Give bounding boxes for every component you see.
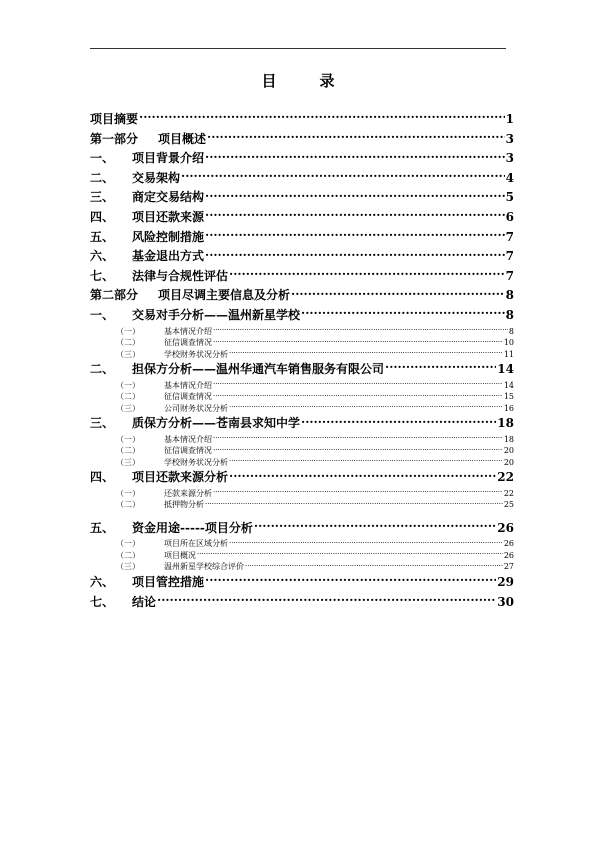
toc-entry-text: 交易对手分析——温州新星学校 (132, 307, 301, 322)
dot-leader (229, 538, 503, 546)
toc-subentry[interactable] (90, 550, 514, 562)
dot-leader (205, 248, 505, 260)
toc-entry-text: 征信调查情况 (164, 392, 212, 402)
toc-entry[interactable] (90, 573, 514, 593)
toc-entry-page: 18 (497, 416, 514, 431)
toc-entry[interactable] (90, 188, 514, 208)
header-rule (90, 48, 506, 49)
toc-entry-number: （一） (116, 539, 140, 549)
dot-leader (205, 209, 505, 221)
toc-subentry[interactable] (90, 434, 514, 446)
toc-entry-page: 16 (503, 403, 514, 413)
dot-leader (213, 434, 503, 442)
toc-entry-text: 法律与合规性评估 (132, 268, 229, 283)
toc-entry-number: 六、 (90, 249, 115, 264)
toc-entry-text: 抵押物分析 (164, 500, 204, 510)
toc-entry-page: 27 (503, 562, 514, 572)
toc-entry[interactable] (90, 593, 514, 613)
toc-entry-page: 8 (505, 288, 514, 303)
toc-entry-text: 项目概况 (164, 550, 196, 560)
toc-entry-text: 温州新星学校综合评价 (164, 562, 244, 572)
dot-leader (205, 499, 503, 507)
toc-entry-number: 四、 (90, 470, 115, 485)
toc-entry-page: 14 (503, 380, 514, 390)
toc-subentry[interactable] (90, 561, 514, 573)
toc-entry-page: 3 (505, 151, 514, 166)
toc-entry-number: （二） (116, 446, 140, 456)
toc-entry-text: 征信调查情况 (164, 338, 212, 348)
dot-leader (205, 189, 505, 201)
toc-entry-number: 二、 (90, 170, 115, 185)
dot-leader (213, 445, 503, 453)
dot-leader (229, 268, 505, 280)
dot-leader (213, 488, 503, 496)
toc-entry-page: 18 (503, 434, 514, 444)
toc-entry-page: 22 (503, 488, 514, 498)
toc-entry-number: （二） (116, 338, 140, 348)
dot-leader (205, 229, 505, 241)
toc-entry[interactable] (90, 468, 514, 488)
toc-entry-page: 15 (503, 392, 514, 402)
dot-leader (245, 561, 503, 569)
toc-entry-page: 26 (497, 520, 514, 535)
dot-leader (205, 150, 505, 162)
toc-entry-page: 25 (503, 500, 514, 510)
toc-subentry[interactable] (90, 457, 514, 469)
toc-entry-number: 三、 (90, 190, 115, 205)
toc-entry-page: 1 (505, 112, 514, 126)
toc-entry-number: （三） (116, 403, 140, 413)
dot-leader (229, 469, 496, 481)
toc-entry[interactable] (90, 110, 514, 130)
toc-entry-text: 基本情况介绍 (164, 326, 212, 336)
toc-entry-text: 交易架构 (132, 170, 181, 185)
toc-entry-number: 二、 (90, 362, 115, 377)
toc-entry-text: 项目管控措施 (132, 574, 205, 589)
toc-entry[interactable] (90, 208, 514, 228)
toc-entry-text: 项目还款来源分析 (132, 470, 229, 485)
toc-entry-number: （二） (116, 550, 140, 560)
toc-entry-page: 14 (497, 362, 514, 377)
dot-leader (291, 287, 505, 299)
toc-entry-page: 29 (497, 574, 514, 589)
toc-entry-page: 8 (505, 307, 514, 322)
toc-entry-number: 第一部分 (90, 131, 139, 146)
toc-entry[interactable] (90, 149, 514, 169)
toc-entry-number: 七、 (90, 594, 115, 609)
toc-entry[interactable] (90, 286, 514, 306)
toc-entry-text: 资金用途-----项目分析 (132, 520, 253, 535)
toc-entry-number: （一） (116, 434, 140, 444)
toc-entry-page: 7 (505, 268, 514, 283)
toc-entry-number: （二） (116, 500, 140, 510)
dot-leader (213, 326, 508, 334)
toc-entry-page: 26 (503, 550, 514, 560)
toc-entry[interactable] (90, 414, 514, 434)
toc-entry[interactable] (90, 267, 514, 287)
toc-entry-page: 10 (503, 338, 514, 348)
toc-entry[interactable] (90, 247, 514, 267)
dot-leader (181, 170, 505, 182)
toc-entry-text: 质保方分析——苍南县求知中学 (132, 416, 301, 431)
toc-entry-number: 五、 (90, 520, 115, 535)
toc-entry-page: 22 (497, 470, 514, 485)
toc-entry-text: 还款来源分析 (164, 488, 212, 498)
toc-entry-text: 征信调查情况 (164, 446, 212, 456)
toc-entry-number: （一） (116, 380, 140, 390)
toc-entry-number: 第二部分 (90, 288, 139, 303)
toc-entry-number: （一） (116, 326, 140, 336)
dot-leader (229, 403, 503, 411)
toc-entry-page: 20 (503, 457, 514, 467)
toc-entry-number: 一、 (90, 151, 115, 166)
toc-entry-text: 风险控制措施 (132, 229, 205, 244)
toc-entry-page: 7 (505, 229, 514, 244)
toc-entry-text: 项目背景介绍 (132, 151, 205, 166)
toc-entry-page: 4 (505, 170, 514, 185)
toc-entry-text: 学校财务状况分析 (164, 457, 228, 467)
dot-leader (229, 457, 503, 465)
toc-entry-number: （三） (116, 562, 140, 572)
toc-entry[interactable] (90, 228, 514, 248)
toc-entry[interactable] (90, 169, 514, 189)
toc-subentry[interactable] (90, 380, 514, 392)
toc-title: 目 录 (261, 72, 349, 90)
toc-entry-text: 项目概述 (158, 131, 207, 146)
toc-entry-number: 五、 (90, 229, 115, 244)
toc-entry-number: 一、 (90, 307, 115, 322)
section-gap (90, 511, 514, 519)
toc-entry-text: 结论 (132, 594, 157, 609)
dot-leader (207, 131, 505, 143)
toc-entry-number: （一） (116, 488, 140, 498)
dot-leader (229, 349, 503, 357)
dot-leader (213, 380, 503, 388)
dot-leader (301, 415, 496, 427)
toc-entry-text: 学校财务状况分析 (164, 349, 228, 359)
dot-leader (139, 111, 505, 123)
toc-entry-page: 3 (505, 131, 514, 146)
toc-entry-number: （二） (116, 392, 140, 402)
toc-entry-number: 七、 (90, 268, 115, 283)
dot-leader (385, 361, 496, 373)
toc-entry-text: 基金退出方式 (132, 249, 205, 264)
toc-entry[interactable] (90, 130, 514, 150)
toc-entry-page: 11 (503, 349, 514, 359)
toc-entry-text: 项目还款来源 (132, 209, 205, 224)
toc-entry-page: 20 (503, 446, 514, 456)
toc-entry-text: 项目尽调主要信息及分析 (158, 288, 291, 303)
toc-subentry[interactable] (90, 499, 514, 511)
dot-leader (254, 520, 496, 532)
dot-leader (213, 337, 503, 345)
dot-leader (301, 307, 505, 319)
toc-entry-page: 5 (505, 190, 514, 205)
dot-leader (157, 594, 496, 606)
toc-entry-page: 8 (508, 326, 514, 336)
toc-entry-text: 基本情况介绍 (164, 434, 212, 444)
toc-entry-text: 公司财务状况分析 (164, 403, 228, 413)
toc-entry-number: 六、 (90, 574, 115, 589)
toc-subentry[interactable] (90, 538, 514, 550)
dot-leader (197, 550, 503, 558)
toc-entry-number: （三） (116, 457, 140, 467)
toc-subentry[interactable] (90, 326, 514, 338)
dot-leader (213, 391, 503, 399)
toc-entry-text: 担保方分析——温州华通汽车销售服务有限公司 (132, 362, 385, 377)
toc-subentry[interactable] (90, 403, 514, 415)
toc-subentry[interactable] (90, 445, 514, 457)
toc-entry-number: 四、 (90, 209, 115, 224)
toc-entry-text: 项目摘要 (90, 112, 139, 126)
toc-entry-page: 6 (505, 209, 514, 224)
toc-subentry[interactable] (90, 349, 514, 361)
toc-entry-number: 三、 (90, 416, 115, 431)
toc-entry[interactable] (90, 360, 514, 380)
toc-entry-number: （三） (116, 349, 140, 359)
toc-entry-text: 商定交易结构 (132, 190, 205, 205)
toc-subentry[interactable] (90, 337, 514, 349)
toc-entry-text: 基本情况介绍 (164, 380, 212, 390)
toc-entry[interactable] (90, 519, 514, 539)
toc-entry-page: 7 (505, 249, 514, 264)
toc-subentry[interactable] (90, 488, 514, 500)
dot-leader (205, 574, 496, 586)
toc-entry-page: 30 (497, 594, 514, 609)
table-of-contents (90, 110, 514, 612)
toc-entry-text: 项目所在区域分析 (164, 539, 228, 549)
toc-entry[interactable] (90, 306, 514, 326)
toc-subentry[interactable] (90, 391, 514, 403)
toc-entry-page: 26 (503, 539, 514, 549)
